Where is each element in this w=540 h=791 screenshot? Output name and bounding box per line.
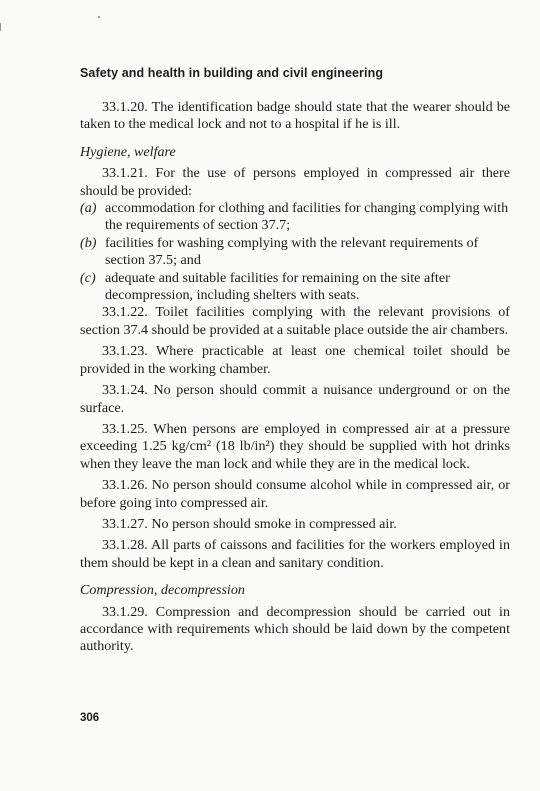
paragraph-33-1-29: 33.1.29. Compression and decompression should be carried out in accordance with requirements which should be laid down by the competent authority. <box>80 603 510 655</box>
list-item-b <box>80 235 510 270</box>
paragraph-33-1-20: 33.1.20. The identification badge should state that the wearer should be taken to the medical lock and not to a hospital if he is ill. <box>80 99 510 133</box>
page-number: 306 <box>80 712 100 724</box>
scan-speck <box>98 16 100 18</box>
running-header: Safety and health in building and civil engineering <box>80 66 384 80</box>
paragraph-33-1-21: 33.1.21. For the use of persons employed in compressed air there should be provided: <box>80 165 510 199</box>
paragraph-33-1-28: 33.1.28. All parts of caissons and facilities for the workers employed in them should be kept in a clean and sanitary condition. <box>80 537 510 571</box>
scan-speck <box>0 23 1 31</box>
paragraph-33-1-22: 33.1.22. Toilet facilities complying with the relevant provisions of section 37.4 should be provided at a suitable place outside the air chambers. <box>80 304 510 338</box>
paragraph-33-1-23: 33.1.23. Where practicable at least one chemical toilet should be provided in the working chamber. <box>80 343 510 377</box>
paragraph-33-1-25: 33.1.25. When persons are employed in compressed air at a pressure exceeding 1.25 kg/cm² (18 lb/in²) they should be supplied with hot drinks when they leave the man lock and while they are in the medical lock. <box>80 420 510 472</box>
paragraph-33-1-24: 33.1.24. No person should commit a nuisance underground or on the surface. <box>80 382 510 416</box>
list-item-a <box>80 200 510 235</box>
list-item-text: accommodation for clothing and facilities for changing complying with the requirements of section 37.7; <box>105 200 509 234</box>
list-item-text: adequate and suitable facilities for remaining on the site after decompression, including shelters with seats. <box>105 269 450 304</box>
body-text <box>80 99 510 656</box>
list-label: (a) <box>80 200 97 217</box>
list-label: (c) <box>80 269 96 286</box>
list-item-text: facilities for washing complying with the relevant requirements of section 37.5; and <box>105 234 479 269</box>
list-label: (b) <box>80 234 97 251</box>
section-heading-hygiene: Hygiene, welfare <box>80 143 176 160</box>
list-item-c <box>80 270 510 305</box>
paragraph-33-1-27: 33.1.27. No person should smoke in compressed air. <box>102 515 397 532</box>
section-heading-compression: Compression, decompression <box>80 582 245 599</box>
paragraph-33-1-26: 33.1.26. No person should consume alcohol while in compressed air, or before going into compressed air. <box>80 477 510 511</box>
